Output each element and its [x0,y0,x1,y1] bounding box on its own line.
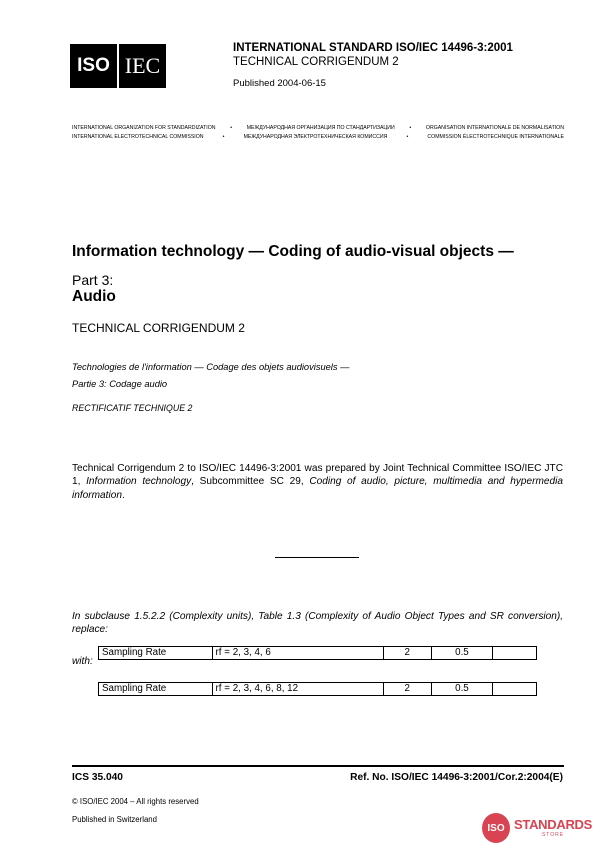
organizations-row-1 [72,125,564,131]
table-row [99,683,537,696]
intro-text: . [121,489,125,501]
table-cell: rf = 2, 3, 4, 6 [212,647,383,660]
french-part: Partie 3: Codage audio [72,379,168,389]
footer-rule [72,765,564,767]
org-name: COMMISSION ÉLECTROTECHNIQUE INTERNATIONALE [427,134,564,140]
intro-paragraph [72,462,563,502]
watermark-seal: ISO [482,813,510,843]
separator-line [275,557,359,558]
copyright-notice: © ISO/IEC 2004 – All rights reserved [72,797,199,806]
organizations-row-2 [72,134,564,140]
iso-iec-logo [70,44,167,88]
replace-instruction: In subclause 1.5.2.2 (Complexity units), Table 1.3 (Complexity of Audio Object Types and SR conversion), replace: [72,611,563,636]
intro-committee-name: Information technology [86,476,192,488]
table-cell [493,647,537,660]
org-name: ORGANISATION INTERNATIONALE DE NORMALISATION [425,125,564,131]
table-cell: 0.5 [431,683,493,696]
org-name: МЕЖДУНАРОДНАЯ ЭЛЕКТРОТЕХНИЧЕСКАЯ КОМИССИЯ [243,134,388,140]
intro-text: Technical Corrigendum 2 to ISO/IEC 14496-3:2001 was prepared by Joint Technical Committee ISO/IEC JTC 1, [72,463,563,488]
reference-number: Ref. No. ISO/IEC 14496-3:2001/Cor.2:2004(E) [350,772,563,783]
org-name: INTERNATIONAL ELECTROTECHNICAL COMMISSION [72,134,204,140]
bullet: • [409,125,412,131]
french-corrigendum: RECTIFICATIF TECHNIQUE 2 [72,403,193,413]
iso-logo: ISO [70,44,117,88]
table-row [99,647,537,660]
corrigendum-heading: TECHNICAL CORRIGENDUM 2 [72,321,245,335]
table-cell: 0.5 [431,647,493,660]
table-cell: Sampling Rate [99,683,213,696]
table-new-row [98,682,537,696]
bullet: • [406,134,409,140]
iso-standards-store-watermark [482,813,592,843]
french-title: Technologies de l'information — Codage des objets audiovisuels — [72,362,350,372]
table-old-row [98,646,537,660]
watermark-brand-name: STANDARDS [514,817,592,832]
published-date: Published 2004-06-15 [233,78,326,89]
table-cell [493,683,537,696]
watermark-brand-tag: STORE [541,832,565,838]
iec-logo: IEC [119,44,166,88]
table-cell: 2 [383,683,431,696]
bullet: • [230,125,233,131]
published-in: Published in Switzerland [72,815,157,824]
corrigendum-label: TECHNICAL CORRIGENDUM 2 [233,56,399,68]
part-name: Audio [72,288,116,305]
part-number: Part 3: [72,272,114,288]
table-cell: rf = 2, 3, 4, 6, 8, 12 [212,683,383,696]
intro-text: , Subcommittee SC 29, [191,476,310,488]
table-cell: Sampling Rate [99,647,213,660]
document-title: Information technology — Coding of audio-visual objects — [72,243,514,260]
table-cell: 2 [383,647,431,660]
bullet: • [222,134,225,140]
with-label: with: [72,656,93,667]
watermark-brand [514,818,592,838]
ics-code: ICS 35.040 [72,772,123,783]
intro-subcommittee-name: Coding of audio, picture, multimedia and hypermedia information [72,476,563,501]
standard-title: INTERNATIONAL STANDARD ISO/IEC 14496-3:2001 [233,42,513,54]
org-name: INTERNATIONAL ORGANIZATION FOR STANDARDIZATION [72,125,216,131]
org-name: МЕЖДУНАРОДНАЯ ОРГАНИЗАЦИЯ ПО СТАНДАРТИЗАЦИИ [246,125,395,131]
